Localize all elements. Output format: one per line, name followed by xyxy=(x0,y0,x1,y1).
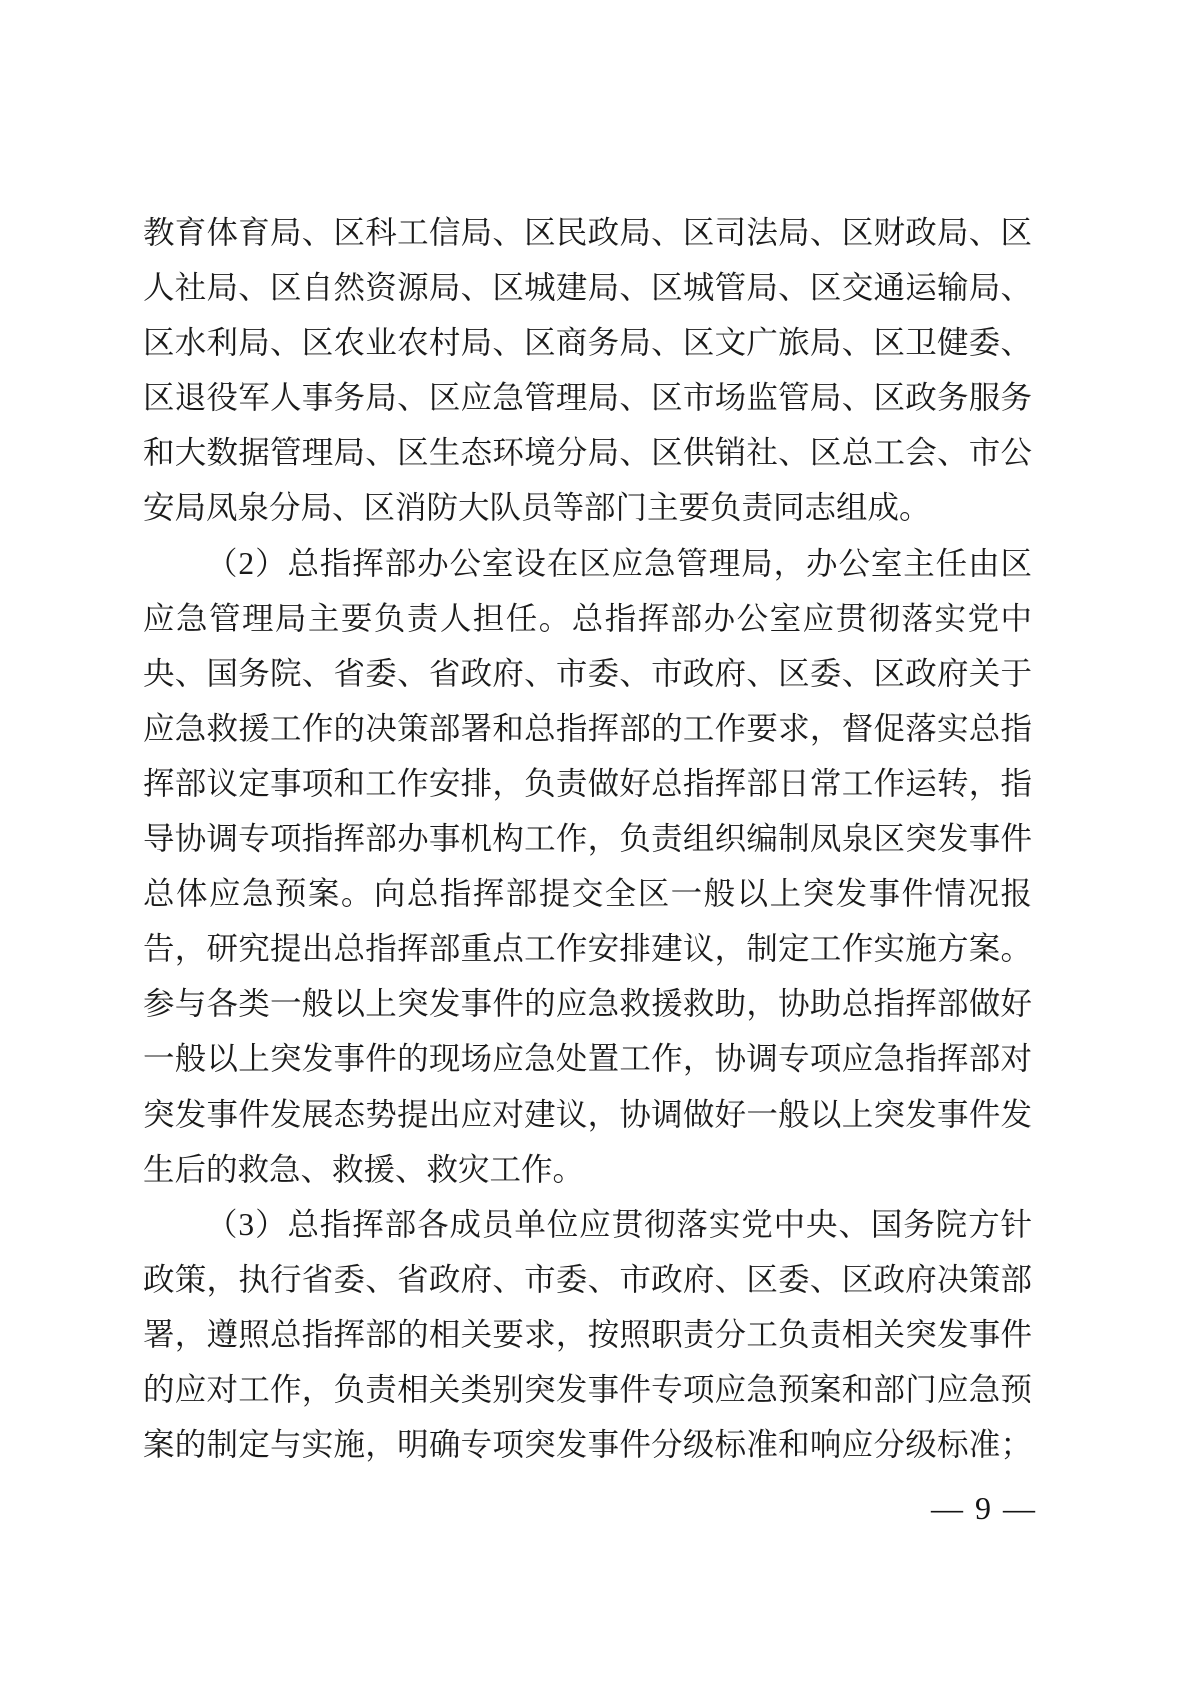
text-line: 一般以上突发事件的现场应急处置工作，协调专项应急指挥部对 xyxy=(143,1041,1032,1077)
text-line-paragraph-end: 安局凤泉分局、区消防大队员等部门主要负责同志组成。 xyxy=(143,490,931,526)
text-line: 区退役军人事务局、区应急管理局、区市场监管局、区政务服务 xyxy=(143,380,1032,416)
text-line: 署，遵照总指挥部的相关要求，按照职责分工负责相关突发事件 xyxy=(143,1316,1032,1352)
text-line: 的应对工作，负责相关类别突发事件专项应急预案和部门应急预 xyxy=(143,1371,1032,1407)
text-line: 突发事件发展态势提出应对建议，协调做好一般以上突发事件发 xyxy=(143,1096,1032,1132)
text-line-paragraph-end: 生后的救急、救援、救灾工作。 xyxy=(143,1151,585,1187)
text-line: 应急救援工作的决策部署和总指挥部的工作要求，督促落实总指 xyxy=(143,710,1032,746)
text-line: 总体应急预案。向总指挥部提交全区一般以上突发事件情况报 xyxy=(143,876,1032,912)
text-line: 告，研究提出总指挥部重点工作安排建议，制定工作实施方案。 xyxy=(143,931,1032,967)
text-line-paragraph-start: （3）总指挥部各成员单位应贯彻落实党中央、国务院方针 xyxy=(206,1206,1032,1242)
text-line: 和大数据管理局、区生态环境分局、区供销社、区总工会、市公 xyxy=(143,435,1032,471)
text-line: 政策，执行省委、省政府、市委、市政府、区委、区政府决策部 xyxy=(143,1261,1032,1297)
text-line: 案的制定与实施，明确专项突发事件分级标准和响应分级标准； xyxy=(143,1427,1032,1463)
text-line: 挥部议定事项和工作安排，负责做好总指挥部日常工作运转，指 xyxy=(143,765,1032,801)
text-line: 人社局、区自然资源局、区城建局、区城管局、区交通运输局、 xyxy=(143,270,1032,306)
text-line: 导协调专项指挥部办事机构工作，负责组织编制凤泉区突发事件 xyxy=(143,821,1032,857)
document-content xyxy=(143,205,1032,1472)
text-line-paragraph-start: （2）总指挥部办公室设在区应急管理局，办公室主任由区 xyxy=(206,545,1032,581)
text-line: 央、国务院、省委、省政府、市委、市政府、区委、区政府关于 xyxy=(143,655,1032,691)
text-line: 参与各类一般以上突发事件的应急救援救助，协助总指挥部做好 xyxy=(143,986,1032,1022)
page-number: — 9 — xyxy=(931,1490,1037,1526)
text-line: 教育体育局、区科工信局、区民政局、区司法局、区财政局、区 xyxy=(143,215,1032,250)
text-line: 区水利局、区农业农村局、区商务局、区文广旅局、区卫健委、 xyxy=(143,325,1032,361)
text-line: 应急管理局主要负责人担任。总指挥部办公室应贯彻落实党中 xyxy=(143,600,1032,636)
